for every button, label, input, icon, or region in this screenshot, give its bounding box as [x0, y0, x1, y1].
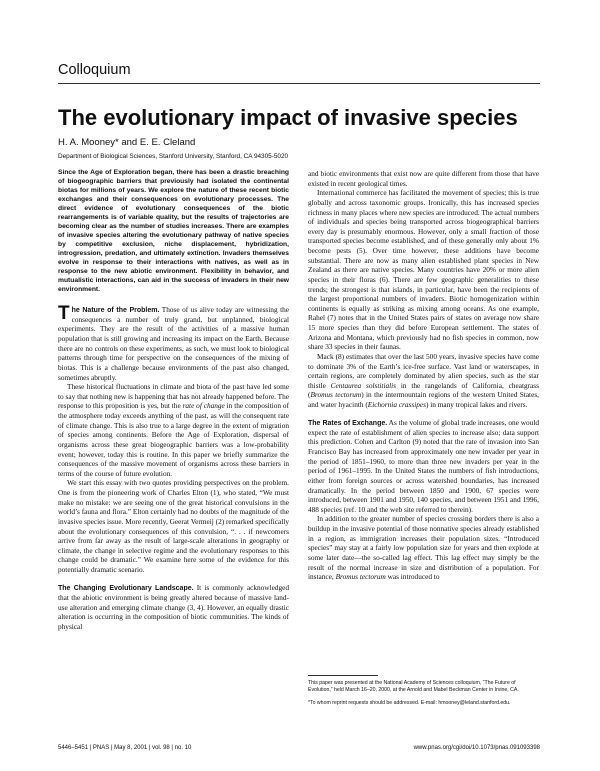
drop-cap: T: [58, 302, 70, 324]
paragraph-text: In addition to the greater number of species crossing borders there is also a buildup in the invasive potential of those nonnative species already established in a region, as immigration increases their population sizes. “Introduced species” may stay at a fairly low population size for years and then explode at some later date—the so-called lag effect. This lag effect may simply be the result of the normal increase in size and distribution of a population. For instance,: [308, 514, 539, 582]
paragraph-text: It is commonly acknowledged that the abiotic environment is being greatly altered because of massive land-use alteration and emerging climate change (3, 4). However, an equally drastic alteration is occurring in the composition of biotic communities. The kinds of physical: [58, 582, 289, 631]
paragraph-text: Mack (8) estimates that over the last 500 years, invasive species have come to dominate 3% of the Earth’s ice-free surface. Vast land or waterscapes, in certain regions, are completely dominated by alien species, such as the star thistle: [308, 351, 539, 390]
paragraph-text: in the composition of the atmosphere today exceeds anything of the past, as will the consequent rate of climate change. This is also true to a large degree in the extent of migration of species among continents. Before the Age of Exploration, dispersal of organisms across these great biogeographic barriers was a low-probability event; however, today this is routine. In this paper we briefly summarize the consequences of the massive movement of organisms across these barriers in terms of the course of future evolution.: [58, 401, 289, 478]
footnote-rule: [308, 675, 378, 676]
paragraph-text: Those of us alive today are witnessing the consequences a number of truly grand, but unplanned, biological experiments. They are the result of the activities of a massive human population that is still growing and increasing its impact on the Earth. Because there are no controls on these experiments, as such, we must look to biological patterns through time for perspective on the consequences of the mixing of biotas. This is a challenge because environments of the past also changed, sometimes abruptly.: [58, 304, 289, 382]
paragraph-text: was introduced to: [385, 572, 440, 582]
paragraph-commerce: International commerce has facilitated the movement of species; this is true globally and across taxonomic groups. Ironically, this has increased species richness in many places where new species are introduced. The actual numbers of individuals and species being transported across biogeographical barriers every day is presumably enormous. However, only a small fraction of those transported species become established, and of these generally only about 1% become pests (5). Over time however, these additions have become substantial. There are now as many alien established plant species in New Zealand as there are native species. Many countries have 20% or more alien species in their floras (6). There are few geographic generalities to these trends; the strongest is that islands, in particular, have been the recipients of the largest proportional numbers of invaders. Biotic homogenization within continents is equally as striking as mixing among oceans. As one example, Rahel (7) notes that in the United States pairs of states on average now share 15 more species than they did before European settlement. The states of Arizona and Montana, which previously had no fish species in common, now share 33 species in their faunas.: [308, 188, 539, 352]
section-heading-landscape: The Changing Evolutionary Landscape.: [58, 584, 194, 592]
paragraph-nature-of-problem: [58, 302, 289, 383]
section-heading-nature: he Nature of the Problem.: [71, 306, 160, 314]
footer-citation: 5446–5451 | PNAS | May 8, 2001 | vol. 98 | no. 10: [58, 745, 192, 751]
paragraph-changing-landscape: [58, 583, 289, 632]
left-column: [58, 169, 289, 631]
section-label: Colloquium: [58, 62, 131, 78]
footnote-colloquium: This paper was presented at the National Academy of Sciences colloquium, “The Future of Evolution,” held March 16–20, 2000, at the Arnold and Mabel Beckman Center in Irvine, CA.: [308, 680, 519, 694]
affiliation: Department of Biological Sciences, Stanford University, Stanford, CA 94305-5020: [58, 153, 289, 160]
footer-doi-link[interactable]: www.pnas.org/cgi/doi/10.1073/pnas.091093398: [413, 745, 540, 751]
footnote-reprint: *To whom reprint requests should be addressed. E-mail: hmooney@leland.stanford.edu.: [308, 700, 511, 706]
paragraph-text: ) in many tropical lakes and rivers.: [425, 400, 528, 409]
paragraph-historical: [58, 382, 289, 478]
paragraph-continuation: and biotic environments that exist now are quite different from those that have existed in recent geological times.: [308, 169, 539, 188]
paragraph-mack: [308, 352, 539, 410]
species-name: Bromus tectorum: [335, 572, 386, 582]
species-name: Bromus tectorum: [310, 390, 362, 400]
header-rule: [58, 83, 540, 84]
paragraph-text: in the rangelands of California, cheatgrass (: [308, 380, 539, 400]
species-name: Centaurea solstitialis: [330, 380, 397, 390]
paragraph-text: As the volume of global trade increases, one would expect the rate of establishment of alien species to increase also; data support this prediction. Cohen and Carlton (9) noted that the rate of invasion into San Francisco Bay has increased from approximately one new invader per year in the period of 1851–1960, to more than three new invaders per year in the period of 1961–1995. In the United States the numbers of fish introductions, either from foreign sources or across watershed boundaries, has increased dramatically. In the period between 1850 and 1900, 67 species were introduced, between 1901 and 1950, 140 species, and between 1951 and 1996, 488 species (ref. 10 and the web site referred to therein).: [308, 417, 539, 514]
article-title: The evolutionary impact of invasive species: [58, 105, 518, 130]
right-column: [308, 169, 539, 582]
author-list: H. A. Mooney* and E. E. Cleland: [58, 137, 196, 148]
section-heading-rates: The Rates of Exchange.: [308, 419, 388, 427]
paragraph-buildup: [308, 514, 539, 581]
paragraph-text: These historical fluctuations in climate and biota of the past have led some to say that nothing new is happening that has not already happened before. The response to this proposition is yes, but the: [58, 382, 289, 411]
paragraph-text: ) in the intermountain regions of the western United States, and water hyacinth (: [308, 390, 539, 409]
paragraph-rates-of-exchange: [308, 418, 539, 515]
abstract: Since the Age of Exploration began, there has been a drastic breaching of biogeographic barriers that previously had isolated the continental biotas for millions of years. We explore the nature of these recent biotic exchanges and their consequences on evolutionary processes. The direct evidence of evolutionary consequences of the biotic rearrangements is of variable quality, but the results of trajectories are becoming clear as the number of studies increases. There are examples of invasive species altering the evolutionary pathway of native species by competitive exclusion, niche displacement, hybridization, introgression, predation, and ultimately extinction. Invaders themselves evolve in response to their interactions with natives, as well as in response to the new abiotic environment. Flexibility in behavior, and mutualistic interactions, can aid in the success of invaders in their new environment.: [58, 169, 289, 293]
emphasis-text: rate of change: [182, 401, 225, 411]
species-name: Eichornia crassipes: [367, 400, 426, 409]
paragraph-quotes: We start this essay with two quotes providing perspectives on the problem. One is from the pioneering work of Charles Elton (1), who stated, “We must make no mistake: we are seeing one of the great historical convulsions in the world’s fauna and flora.” Elton certainly had no doubts of the magnitude of the invasive species issue. More recently, Geerat Vermeij (2) remarked specifically about the evolutionary consequences of this convulsion, “. . . if newcomers arrive from far away as the result of large-scale alterations in geography or climate, the change in selective regime and the evolutionary responses to this change could be dramatic.” We examine here some of the evidence for this potentially dramatic scenario.: [58, 478, 289, 575]
